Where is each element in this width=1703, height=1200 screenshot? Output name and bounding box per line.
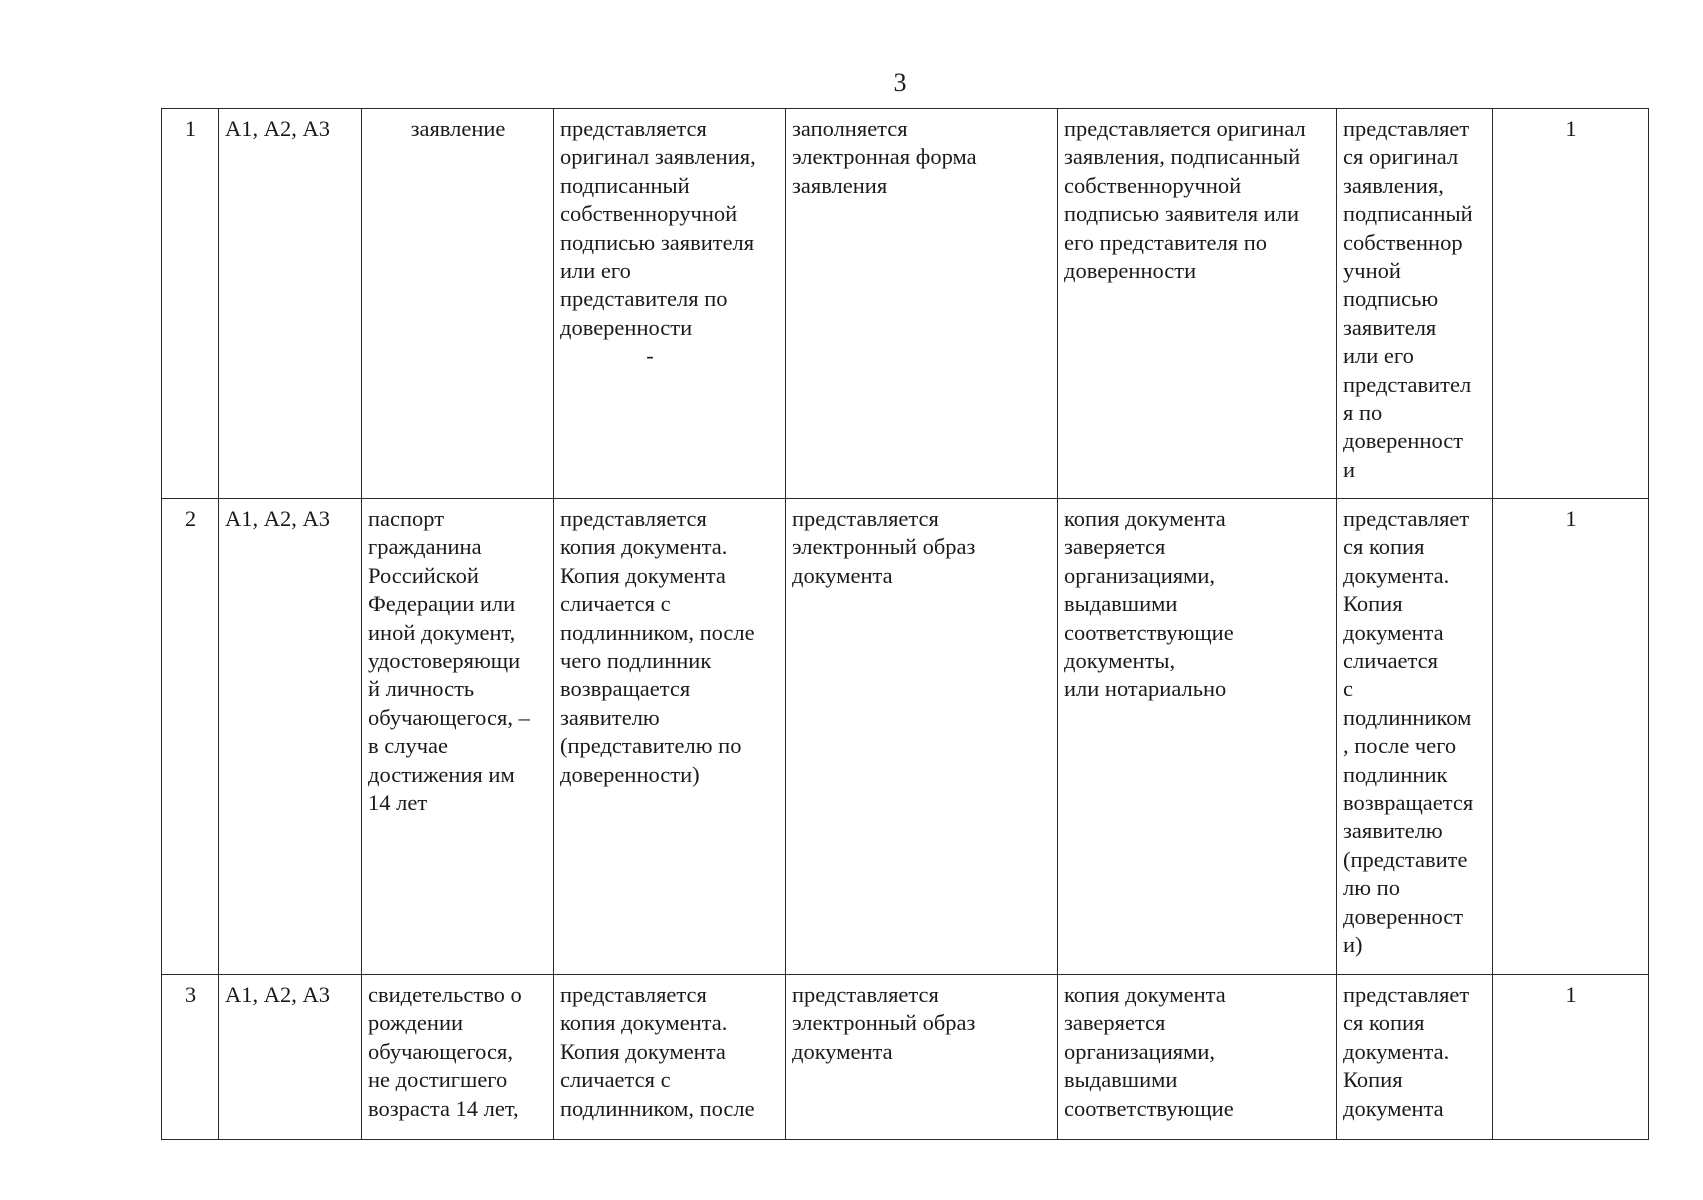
electronic-submission: заполняется электронная форма заявления — [786, 109, 1058, 499]
applicant-categories: А1, А2, А3 — [219, 109, 362, 499]
document-name: свидетельство о рождении обучающегося, не достигшего возраста 14 лет, — [362, 975, 554, 1140]
in-person-submission: представляется копия документа. Копия документа сличается с подлинником, после — [554, 975, 786, 1140]
document-name: паспорт гражданина Российской Федерации или иной документ, удостоверяющи й личность обучающегося, – в случае достижения им 14 лет — [362, 499, 554, 975]
mfc-submission: представляет ся копия документа. Копия документа — [1337, 975, 1493, 1140]
document-count: 1 — [1493, 109, 1649, 499]
dash-mark: - — [646, 343, 654, 369]
mfc-submission: представляет ся копия документа. Копия документа сличается с подлинником , после чего подлинник возвращается заявителю (представите лю по доверенност и) — [1337, 499, 1493, 975]
electronic-submission: представляется электронный образ документа — [786, 975, 1058, 1140]
applicant-categories: А1, А2, А3 — [219, 975, 362, 1140]
postal-submission: копия документа заверяется организациями, выдавшими соответствующие документы, или нотариально — [1058, 499, 1337, 975]
document-name: заявление — [362, 109, 554, 499]
row-number: 1 — [162, 109, 219, 499]
table-row — [162, 499, 1649, 975]
postal-submission: представляется оригинал заявления, подписанный собственноручной подписью заявителя или его представителя по доверенности — [1058, 109, 1337, 499]
postal-submission: копия документа заверяется организациями, выдавшими соответствующие — [1058, 975, 1337, 1140]
document-count: 1 — [1493, 499, 1649, 975]
in-person-submission: представляется оригинал заявления, подписанный собственноручной подписью заявителя или его представителя по доверенности - — [554, 109, 786, 499]
row-number: 2 — [162, 499, 219, 975]
in-person-submission: представляется копия документа. Копия документа сличается с подлинником, после чего подлинник возвращается заявителю (представителю по доверенности) — [554, 499, 786, 975]
electronic-submission: представляется электронный образ документа — [786, 499, 1058, 975]
mfc-submission: представляет ся оригинал заявления, подписанный собственнор учной подписью заявителя или его представител я по доверенност и — [1337, 109, 1493, 499]
table-row — [162, 975, 1649, 1140]
documents-table — [161, 108, 1649, 1140]
table-row — [162, 109, 1649, 499]
page-number: 3 — [893, 68, 907, 97]
document-count: 1 — [1493, 975, 1649, 1140]
applicant-categories: А1, А2, А3 — [219, 499, 362, 975]
row-number: 3 — [162, 975, 219, 1140]
